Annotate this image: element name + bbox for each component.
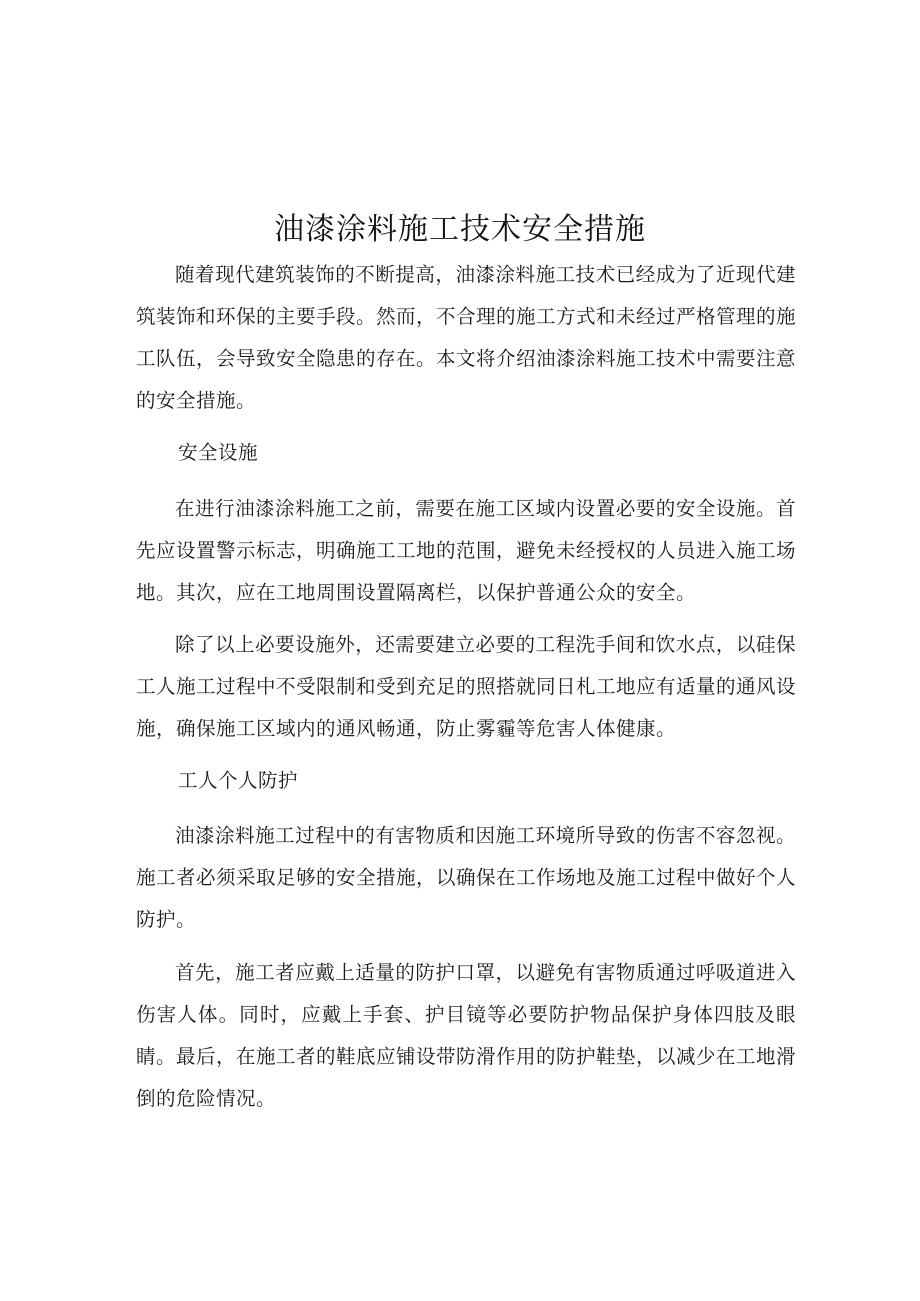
intro-paragraph: 随着现代建筑装饰的不断提高，油漆涂料施工技术已经成为了近现代建筑装饰和环保的主要手段。然而，不合理的施工方式和未经过严格管理的施工队伍，会导致安全隐患的存在。本文将介绍油漆涂料施工技术中需要注意的安全措施。 bbox=[136, 263, 797, 412]
personal-protection-paragraph-2: 首先，施工者应戴上适量的防护口罩，以避免有害物质通过呼吸道进入伤害人体。同时，应戴上手套、护目镜等必要防护物品保护身体四肢及眼睛。最后，在施工者的鞋底应铺设带防滑作用的防护鞋垫，以减少在工地滑倒的危险情况。 bbox=[136, 961, 797, 1110]
section-heading-safety-facilities: 安全设施 bbox=[178, 441, 259, 464]
document-title: 油漆涂料施工技术安全措施 bbox=[274, 212, 646, 247]
personal-protection-paragraph-1: 油漆涂料施工过程中的有害物质和因施工环境所导致的伤害不容忽视。施工者必须采取足够的安全措施，以确保在工作场地及施工过程中做好个人防护。 bbox=[136, 824, 797, 931]
section-heading-personal-protection: 工人个人防护 bbox=[178, 769, 299, 792]
safety-facilities-paragraph-2: 除了以上必要设施外，还需要建立必要的工程洗手间和饮水点，以硅保工人施工过程中不受限制和受到充足的照搭就同日札工地应有适量的通风设施，确保施工区域内的通风畅通，防止雾霾等危害人体健康。 bbox=[136, 633, 797, 740]
safety-facilities-paragraph-1: 在进行油漆涂料施工之前，需要在施工区域内设置必要的安全设施。首先应设置警示标志，明确施工工地的范围，避免未经授权的人员进入施工场地。其次，应在工地周围设置隔离栏，以保护普通公众的安全。 bbox=[136, 497, 797, 604]
